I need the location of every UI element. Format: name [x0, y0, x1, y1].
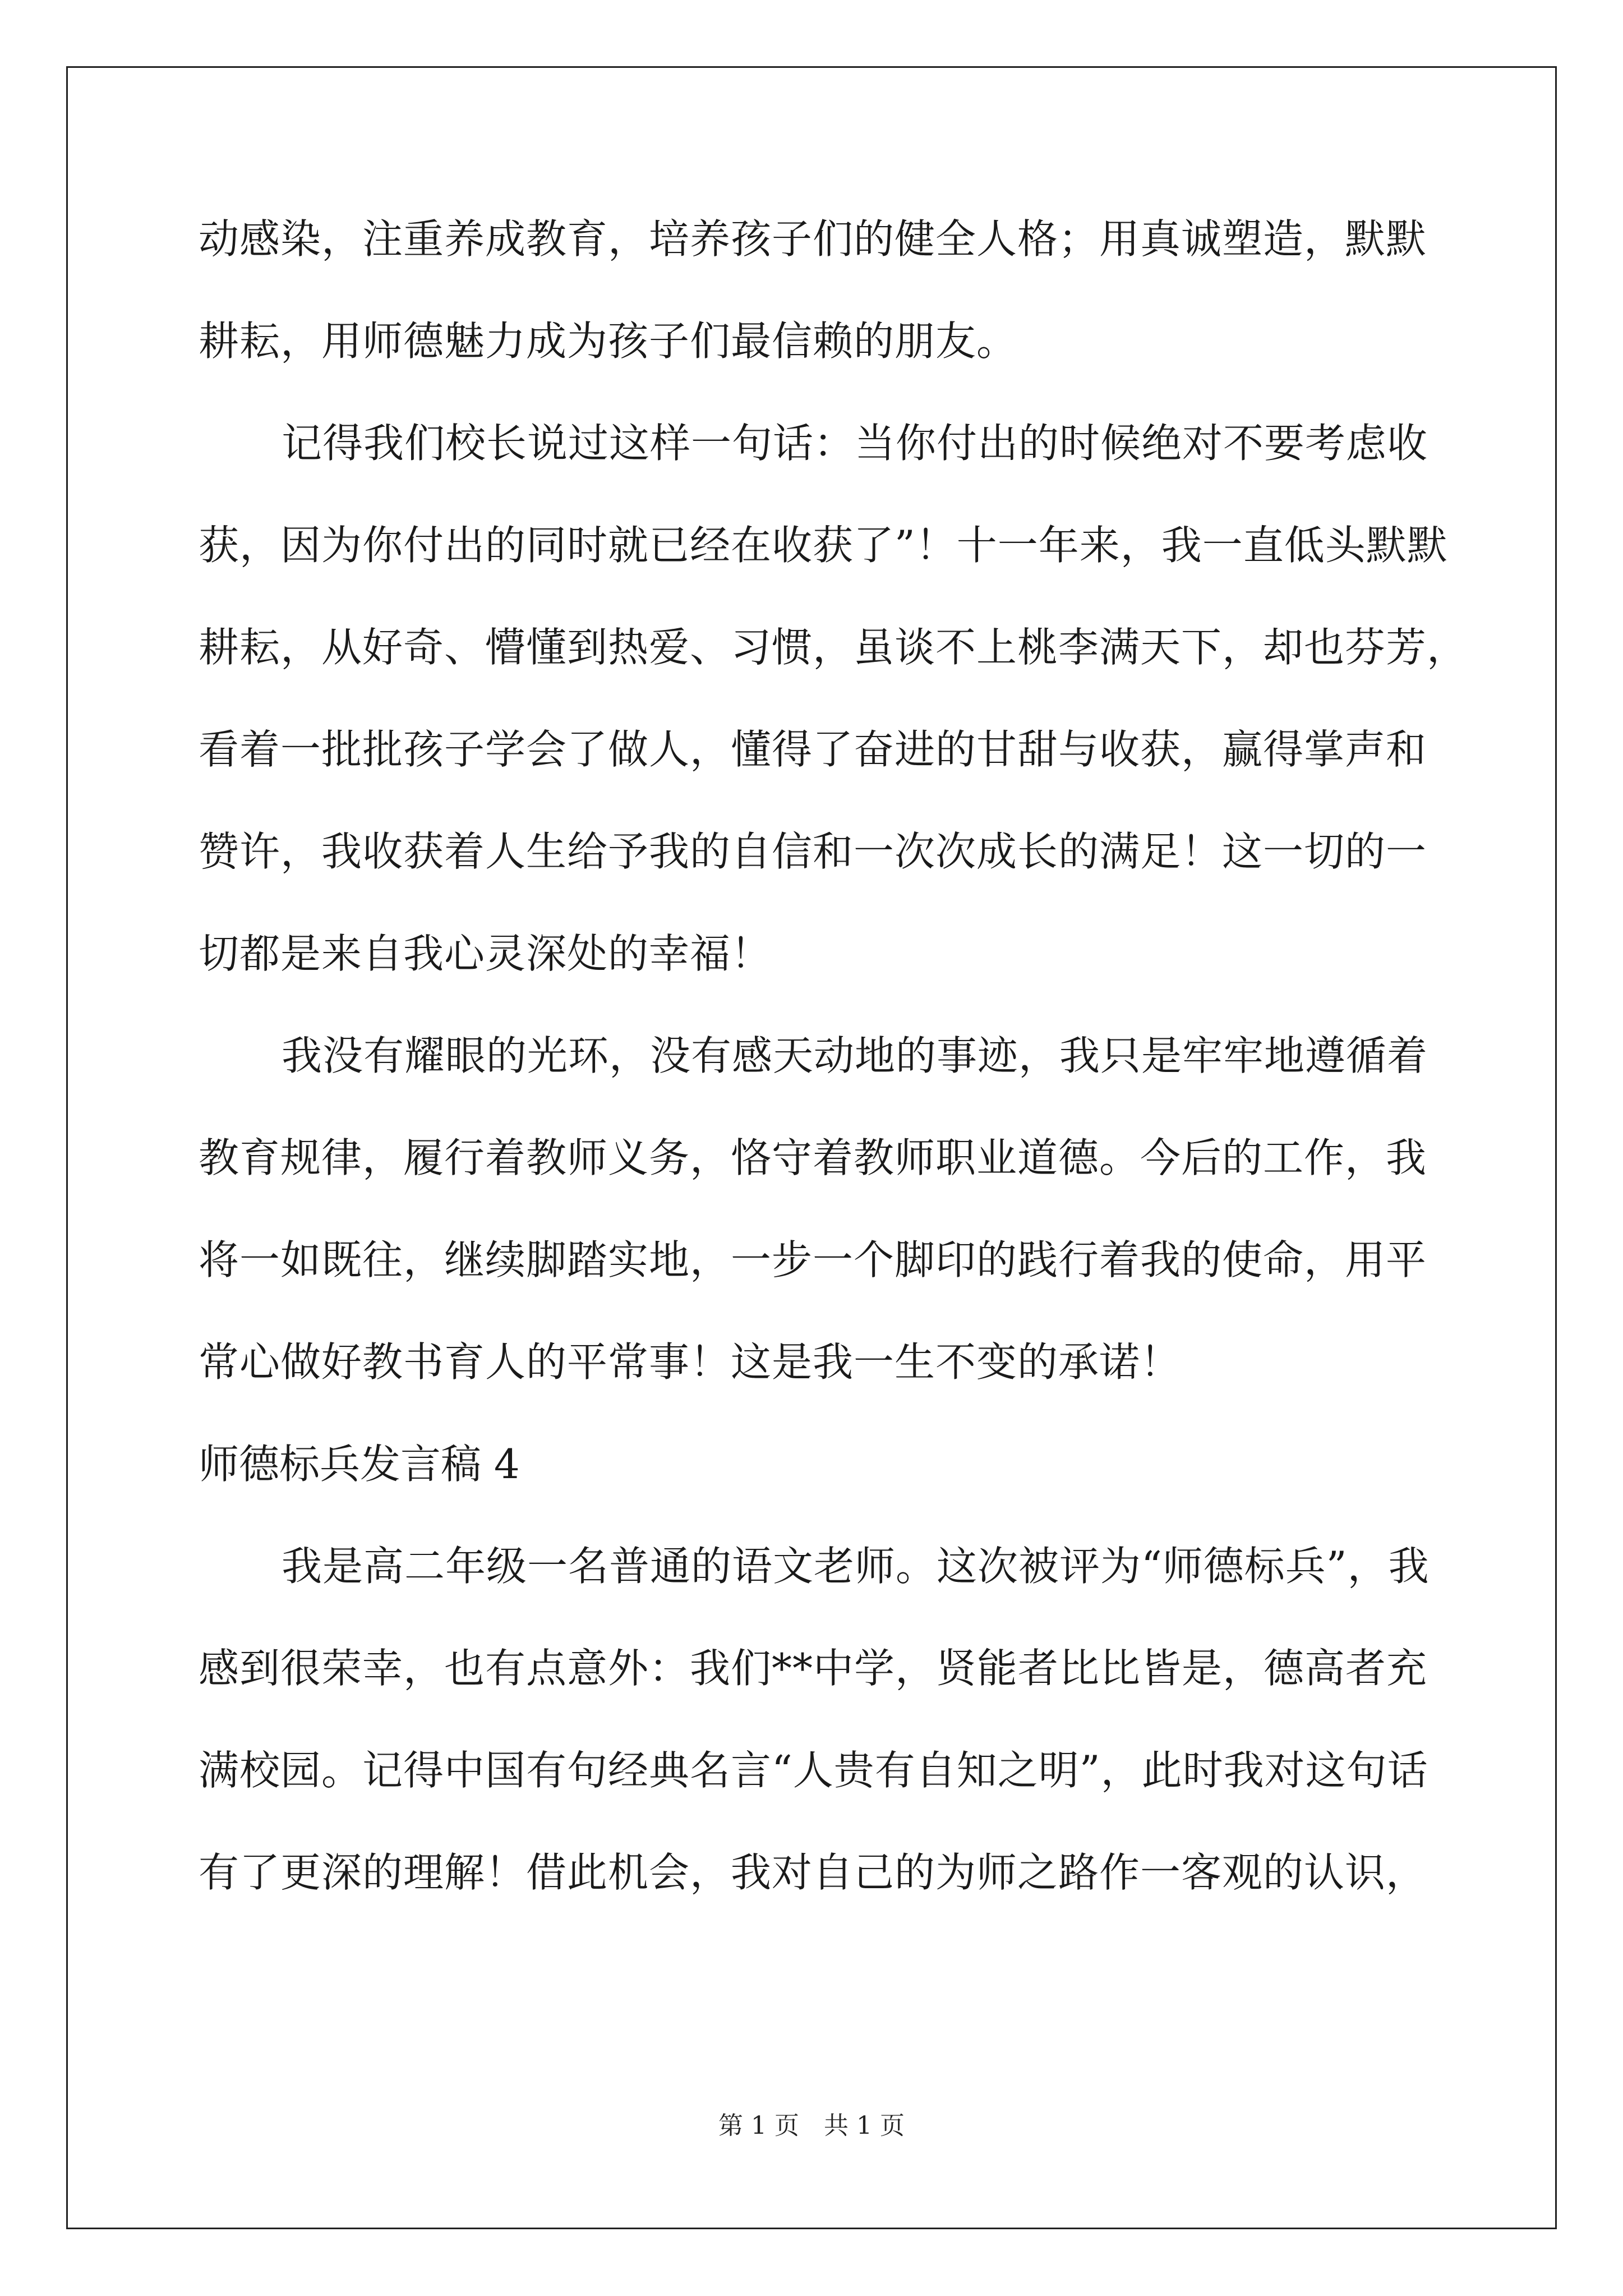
text-line: 赞许，我收获着人生给予我的自信和一次次成长的满足！这一切的一 [199, 828, 1427, 875]
text-line: 获，因为你付出的同时就已经在收获了”！十一年来，我一直低头默默 [199, 522, 1448, 569]
text-line: 满校园。记得中国有句经典名言“人贵有自知之明”，此时我对这句话 [199, 1747, 1428, 1794]
text-line: 切都是来自我心灵深处的幸福！ [199, 930, 772, 977]
page-number: 第 1 页 共 1 页 [718, 2111, 905, 2140]
document-body [199, 213, 1468, 1898]
text-line: 有了更深的理解！借此机会，我对自己的为师之路作一客观的认识， [199, 1849, 1427, 1896]
paragraph [199, 1540, 1432, 1898]
text-line: 教育规律，履行着教师义务，恪守着教师职业道德。今后的工作，我 [199, 1134, 1427, 1181]
text-line: 常心做好教书育人的平常事！这是我一生不变的承诺！ [199, 1338, 1182, 1386]
paragraph [199, 213, 1432, 367]
text-line: 动感染，注重养成教育，培养孩子们的健全人格；用真诚塑造，默默 [199, 215, 1427, 263]
text-line: 将一如既往，继续脚踏实地，一步一个脚印的践行着我的使命，用平 [199, 1236, 1427, 1283]
heading-text: 师德标兵发言稿 4 [199, 1441, 520, 1488]
text-line: 记得我们校长说过这样一句话：当你付出的时候绝对不要考虑收 [282, 420, 1428, 467]
text-line: 感到很荣幸，也有点意外：我们**中学，贤能者比比皆是，德高者充 [199, 1645, 1428, 1692]
text-line: 我没有耀眼的光环，没有感天动地的事迹，我只是牢牢地遵循着 [282, 1032, 1428, 1079]
section-heading [199, 1438, 1432, 1490]
text-line: 我是高二年级一名普通的语文老师。这次被评为“师德标兵”，我 [282, 1543, 1430, 1590]
page-footer [0, 2110, 1623, 2142]
paragraph [199, 1030, 1432, 1388]
text-line: 看着一批批孩子学会了做人，懂得了奋进的甘甜与收获，赢得掌声和 [199, 726, 1427, 773]
paragraph [199, 417, 1468, 979]
text-line: 耕耘，从好奇、懵懂到热爱、习惯，虽谈不上桃李满天下，却也芬芳， [199, 624, 1468, 671]
text-line: 耕耘，用师德魅力成为孩子们最信赖的朋友。 [199, 318, 1018, 365]
